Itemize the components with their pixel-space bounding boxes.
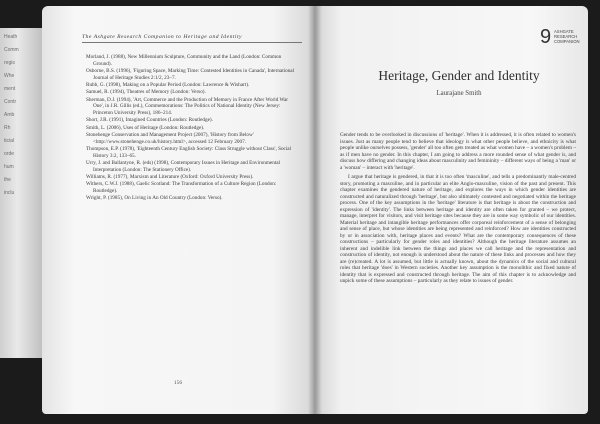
reference-list — [86, 54, 298, 203]
chapter-body — [340, 132, 576, 288]
page-number: 156 — [173, 380, 183, 386]
book-stack-edge — [0, 28, 45, 358]
stack-word: Heath — [4, 34, 18, 40]
body-paragraph: Gender tends to be overlooked in discussions of 'heritage'. When it is addressed, it is often related to women's issues. Just as many people tend to believe that ideology is what other people believe, and ethnicity is what people unlike ourselves possess, 'gender' all too often gets treated as what women have – a women's problem – as if men have no gender. In this chapter, I am going to address a more rounded sense of what gender is, and discuss how differing and changing ideas about masculinity and femininity – different ways of being a 'man' or a 'woman' – interact with 'heritage'. — [340, 132, 576, 171]
reference-entry: Williams, R. (1977), Marxism and Literature (Oxford: Oxford University Press). — [86, 174, 254, 181]
chapter-title: Heritage, Gender and Identity — [378, 68, 540, 83]
body-paragraph: I argue that heritage is gendered, in that it is too often 'masculine', and tells a predominantly male-centred story, promoting a masculine, and in particular an elite Anglo-masculine, vision of the past and present. This chapter examines the gendered nature of heritage, and explores the ways in which gender identities are constructed and naturalized through 'heritage', but also ultimately contested and negotiated within the heritage process. One of the key assumptions in the 'heritage' literature is that heritage is about the construction and expression of 'identity'. The links between heritage and identity are often taken for granted – we protect, manage, interpret for visitors, and visit heritage sites because they are in some way symbolic of our identities. Material heritage and intangible heritage performances offer corporeal reinforcement of a sense of belonging and sense of place, but whose identities are being represented and reinforced? How are identities constructed by or in association with, heritage places and events? What are the contemporary consequences of these constructions – particularly for gender roles and identities? Although the heritage literature assumes an inherent and indelible link between the things and places we call heritage and the representation and construction of identity, not enough is understood about the nature of these links and processes and how they are (re)created. A lot is assumed, but little is actually known, about the dynamics of the social and cultural roles that heritage 'does' in Western societies. Another key assumption is the monolithic and fixed nature of identity that is expressed and constructed through heritage. The aim of this chapter is to acknowledge and unpick some of these assumptions – particularly as they relate to issues of gender. — [340, 174, 576, 284]
left-page — [42, 6, 314, 414]
stack-word: regis — [4, 60, 15, 66]
reference-entry: Short, J.R. (1991), Imagined Countries (London: Routledge). — [86, 117, 213, 124]
reference-entry: Urry, J. and Ballantyne, R. (eds) (1998), Contemporary Issues in Heritage and Environmental Interpretation (London: The Stationery Office). — [86, 160, 281, 173]
stack-word: Amb — [4, 112, 15, 118]
reference-entry: Rubb, G. (1998), Making on a Popular Period (London: Lawrence & Wishart). — [86, 81, 250, 88]
reference-entry: Osborne, B.S. (1996), 'Figuring Space, Marking Time: Contested Identities in Canada', International Journal of Heritage Studies 2:1/2, 23–7. — [86, 67, 295, 81]
chapter-number: 9 — [540, 26, 552, 48]
stack-word: ment — [4, 86, 16, 92]
reference-entry: Stonehenge Conservation and Management Project (2007), 'History from Below' <http://www.stonehenge.co.uk/history.html>, accessed 12 February 2007. — [86, 132, 254, 145]
publisher-logo — [554, 30, 588, 44]
stack-word: hum — [4, 164, 14, 170]
stack-word: inclu — [4, 190, 15, 196]
stack-word: Whe — [4, 73, 15, 79]
reference-entry: Samuel, R. (1994), Theatres of Memory (London: Verso). — [86, 89, 206, 96]
stack-word: orde — [4, 151, 15, 157]
reference-entry: Sherman, D.J. (1994), 'Art, Commerce and the Production of Memory in France After World War One', in J.R. Gillis (ed.), Commemorations: The Politics of National Identity (New Jersey: Princeton University Press), 186–214. — [86, 96, 289, 116]
reference-entry: Thompson, E.P. (1978), 'Eighteenth Century English Society: Class Struggle without Class', Social History 3:2, 133–65. — [86, 146, 292, 159]
reference-entry: Wright, P. (1985), On Living in An Old Country (London: Verso). — [86, 195, 223, 202]
chapter-author: Laurajane Smith — [436, 90, 482, 97]
publisher-line: ASHGATE — [554, 29, 574, 34]
reference-entry: Withers, C.W.J. (1988), Gaelic Scotland: The Transformation of a Culture Region (London: Routledge). — [86, 181, 277, 195]
publisher-line: RESEARCH — [554, 33, 578, 39]
open-book — [42, 6, 588, 418]
reference-entry: Smith, L. (2006), Uses of Heritage (London: Routledge). — [86, 124, 205, 131]
stack-word: Rh — [4, 125, 11, 131]
right-page — [314, 6, 588, 414]
stack-word: Comm — [4, 47, 19, 53]
stack-word: ticial — [4, 138, 15, 144]
publisher-line: COMPANION — [554, 38, 580, 44]
running-head: The Ashgate Research Companion to Heritage and Identity — [82, 34, 302, 43]
reference-entry: Morland, J. (1988), New Millennium Sculpture, Community and the Land (London: Common Ground). — [86, 54, 282, 67]
stack-word: the — [4, 177, 11, 183]
stack-word: Contr — [4, 99, 17, 105]
